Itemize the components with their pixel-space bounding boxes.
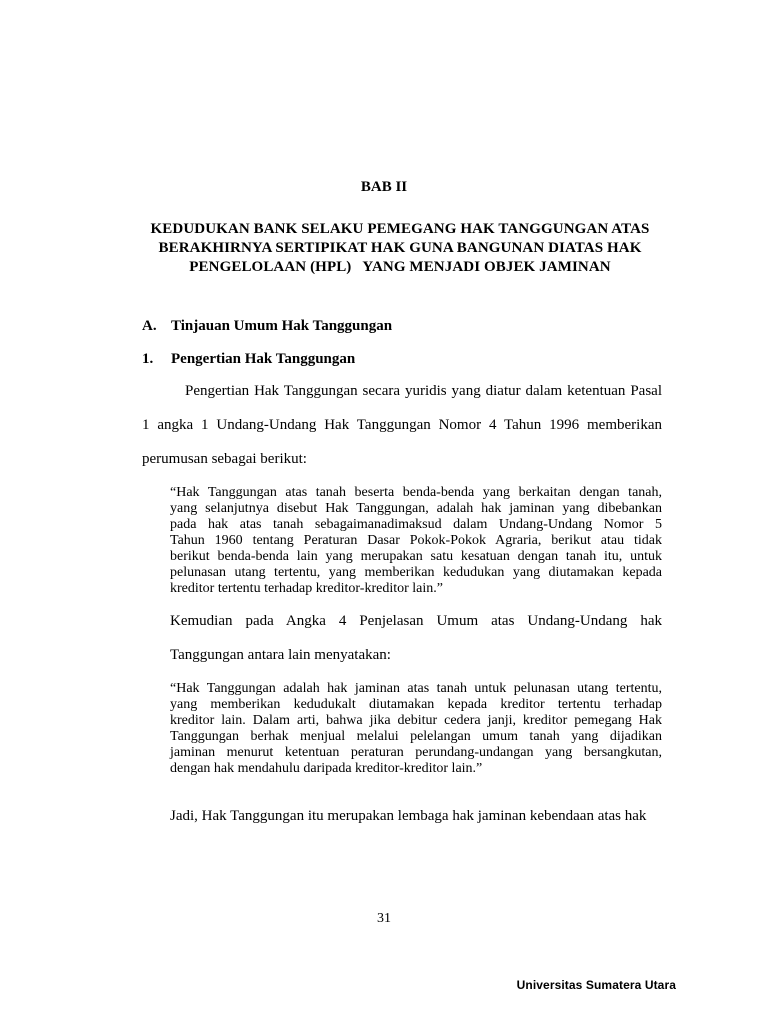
section-heading [142,318,392,335]
chapter-title-line: KEDUDUKAN BANK SELAKU PEMEGANG HAK TANGGUNGAN ATAS [150,221,650,237]
subsection-title: Pengertian Hak Tanggungan [171,351,356,367]
quote-line: Tahun 1960 tentang Peraturan Dasar Pokok-Pokok Agraria, berikut atau tidak [170,533,662,548]
quote-line: kreditor tertentu terhadap kreditor-kreditor lain.” [170,581,443,596]
paragraph-line [142,416,662,434]
quote-line: kreditor lain. Dalam arti, bahwa jika debitur cedera janji, kreditor pemegang Hak [170,713,662,728]
paragraph-text: 1 angka 1 Undang-Undang Hak Tanggungan Nomor 4 Tahun 1996 memberikan [142,417,662,433]
block-quote [170,485,662,597]
quote-line: pelunasan utang tertentu, yang memberikan kedudukan yang diutamakan kepada [170,565,662,580]
paragraph-line: perumusan sebagai berikut: [142,451,307,467]
block-quote [170,681,662,777]
chapter-title-line: BERAKHIRNYA SERTIPIKAT HAK GUNA BANGUNAN DIATAS HAK [158,240,642,256]
section-title: Tinjauan Umum Hak Tanggungan [171,318,393,334]
paragraph-line [185,382,662,400]
quote-line: pada hak atas tanah sebagaimanadimaksud dalam Undang-Undang Nomor 5 [170,517,662,532]
quote-line: “Hak Tanggungan atas tanah beserta benda-benda yang berkaitan dengan tanah, [170,485,662,500]
quote-line: yang selanjutnya disebut Hak Tanggungan, adalah hak jaminan yang dibebankan [170,501,662,516]
section-number: A. [142,318,157,334]
paragraph-line [170,612,662,630]
quote-line: “Hak Tanggungan adalah hak jaminan atas tanah untuk pelunasan utang tertentu, [170,681,662,696]
quote-line: dengan hak mendahulu daripada kreditor-kreditor lain.” [170,761,483,776]
subsection-number: 1. [142,351,154,367]
page-number: 31 [377,911,391,926]
chapter-title [140,220,660,277]
quote-line: Tanggungan berhak menjual melalui pelelangan umum tanah yang dijadikan [170,729,662,744]
chapter-label: BAB II [360,179,408,195]
chapter-title-line: PENGELOLAAN (HPL) YANG MENJADI OBJEK JAMINAN [189,259,611,275]
footer-watermark: Universitas Sumatera Utara [516,978,676,992]
quote-line: yang memberikan kedudukalt diutamakan kepada kreditor tertentu terhadap [170,697,662,712]
paragraph-line: Tanggungan antara lain menyatakan: [170,647,391,663]
paragraph-text: Kemudian pada Angka 4 Penjelasan Umum atas Undang-Undang hak [170,613,662,629]
paragraph-text: Pengertian Hak Tanggungan secara yuridis yang diatur dalam ketentuan Pasal [185,383,662,399]
subsection-heading [142,351,355,368]
quote-line: jaminan menurut ketentuan peraturan perundang-undangan yang bersangkutan, [170,745,662,760]
paragraph-line: Jadi, Hak Tanggungan itu merupakan lembaga hak jaminan kebendaan atas hak [170,808,647,824]
quote-line: berikut benda-benda lain yang merupakan satu kesatuan dengan tanah itu, untuk [170,549,662,564]
